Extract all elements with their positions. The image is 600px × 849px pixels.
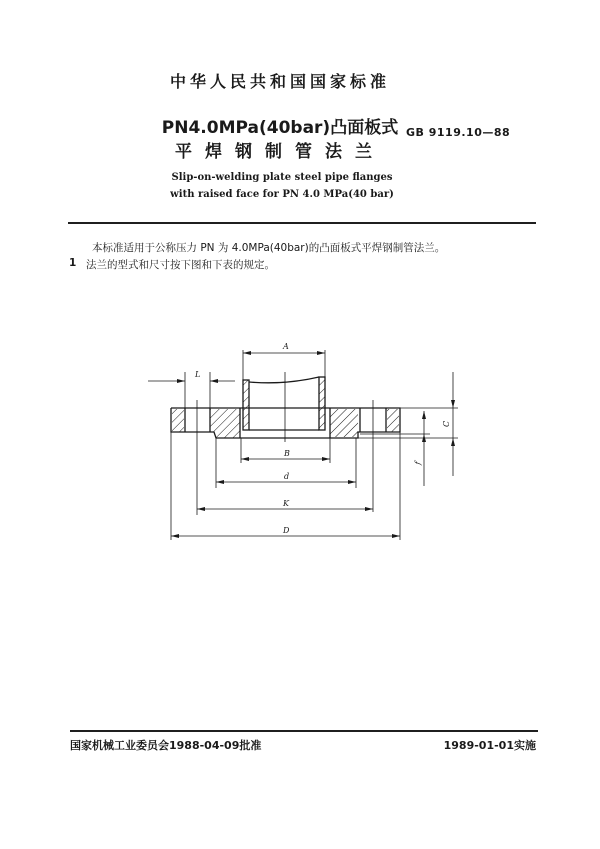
dim-label-C: C — [442, 420, 451, 427]
title-en-line2: with raised face for PN 4.0 MPa(40 bar) — [170, 189, 394, 200]
approval-note: 国家机械工业委员会1988-04-09批准 — [70, 739, 262, 752]
standard-code: GB 9119.10—88 — [406, 126, 511, 139]
dim-label-A: A — [283, 342, 289, 351]
dim-label-L: L — [195, 370, 201, 379]
dim-label-B: B — [284, 449, 290, 458]
standard-issuer-heading: 中华人民共和国国家标准 — [169, 72, 390, 91]
clause-number: 1 — [69, 257, 77, 269]
footer-divider — [70, 730, 538, 732]
clause-text: 法兰的型式和尺寸按下图和下表的规定。 — [86, 259, 275, 271]
title-cn-line2: 平焊钢制管法兰 — [175, 142, 385, 162]
dim-label-D: D — [283, 526, 290, 535]
title-cn-line1: PN4.0MPa(40bar)凸面板式 — [161, 118, 399, 138]
dim-label-f: f — [413, 460, 423, 466]
dim-label-K: K — [283, 499, 289, 508]
effective-date-note: 1989-01-01实施 — [443, 739, 536, 752]
intro-paragraph: 本标准适用于公称压力 PN 为 4.0MPa(40bar)的凸面板式平焊钢制管法兰。 — [92, 242, 446, 254]
dim-label-d: d — [284, 472, 290, 481]
title-en-line1: Slip-on-welding plate steel pipe flanges — [171, 172, 393, 183]
